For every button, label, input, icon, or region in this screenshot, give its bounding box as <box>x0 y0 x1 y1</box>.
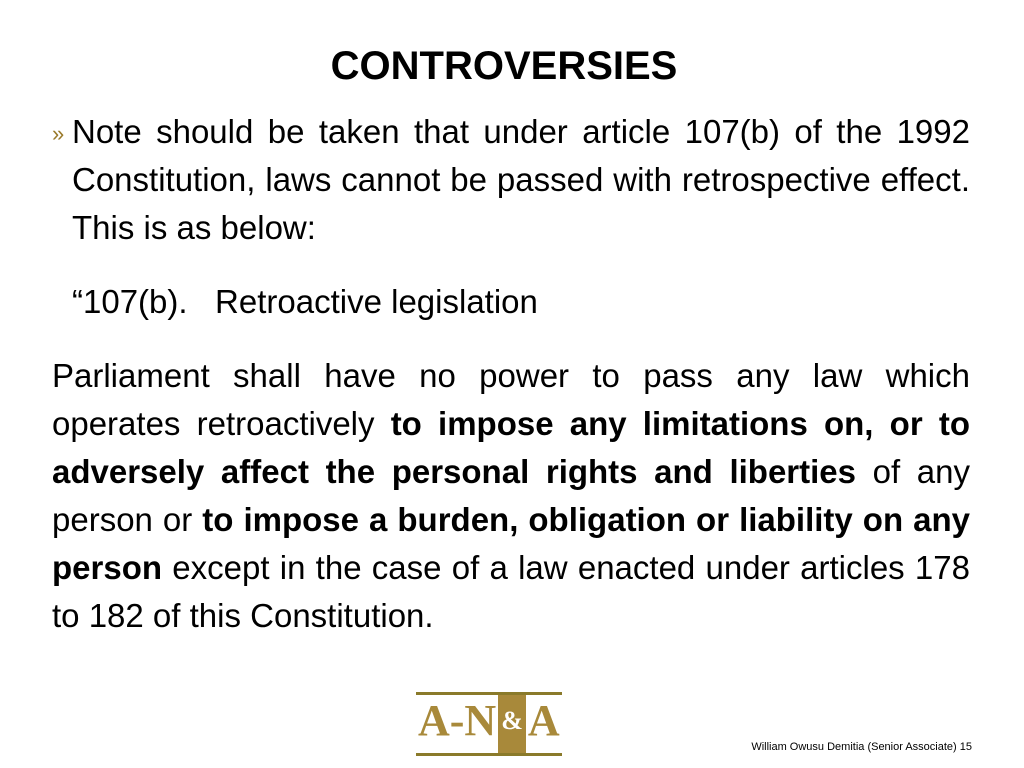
para-text-2: of any person or <box>52 453 970 538</box>
footer-credit: William Owusu Demitia (Senior Associate) 15 <box>751 741 972 753</box>
para-text-3: except in the case of a law enacted under articles 178 to 182 of this Constitution. <box>52 549 970 634</box>
bullet-item <box>52 108 970 252</box>
quote-heading: “107(b). Retroactive legislation <box>72 283 538 320</box>
logo-left-text: A-N <box>418 696 497 745</box>
article-paragraph <box>52 352 970 640</box>
bullet-text: Note should be taken that under article 107(b) of the 1992 Constitution, laws cannot be passed with retrospective effect. This is as below: <box>72 113 970 246</box>
para-text-1: Parliament shall have no power to pass any law which operates retroactively <box>52 357 970 442</box>
logo-right-text: A <box>527 696 560 745</box>
para-bold-2: to impose a burden, obligation or liability on any person <box>52 501 970 586</box>
bullet-marker-icon: » <box>52 121 65 146</box>
slide-title: CONTROVERSIES <box>330 44 678 88</box>
para-bold-1: to impose any limitations on, or to adversely affect the personal rights and liberties <box>52 405 970 490</box>
firm-logo <box>416 692 562 756</box>
logo-ampersand: & <box>498 695 526 753</box>
